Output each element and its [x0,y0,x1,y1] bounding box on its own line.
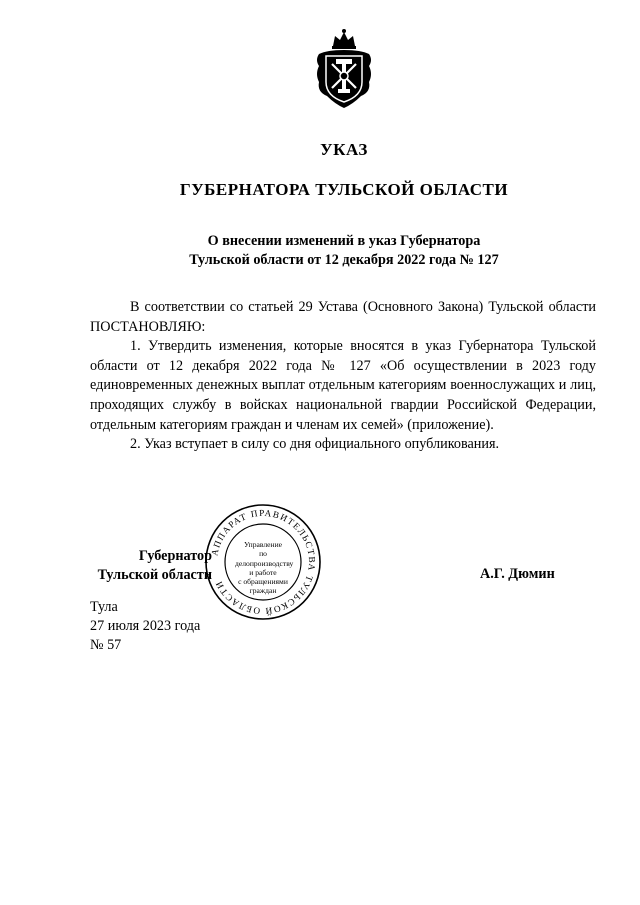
stamp-line: с обращениями [238,577,288,587]
item-2-paragraph: 2. Указ вступает в силу со дня официального опубликования. [130,436,500,453]
issuer-title: ГУБЕРНАТОРА ТУЛЬСКОЙ ОБЛАСТИ [179,180,509,199]
decree-meta [90,598,200,655]
decree-title: УКАЗ [320,140,368,159]
subject-line-1: О внесении изменений в указ Губернатора [207,233,481,249]
decree-date: 27 июля 2023 года [90,618,201,634]
tula-coat-of-arms-icon [311,26,377,110]
stamp-inner-text [235,540,294,596]
stamp-line: по делопроизводству [235,549,294,568]
signatory-position-line-1: Губернатор [138,548,212,564]
stamp-line: Управление [243,540,283,549]
signatory-position [90,547,212,585]
city: Тула [90,599,118,615]
signatory-name: А.Г. Дюмин [480,566,555,582]
subject-line-2: Тульской области от 12 декабря 2022 года № 127 [189,252,499,268]
decree-subject [120,232,568,270]
decree-number: № 57 [90,637,122,653]
stamp-line: граждан [249,586,277,596]
stamp-line: и работе [249,567,277,577]
official-stamp [203,502,323,622]
decree-body [90,298,596,455]
preamble-paragraph: В соответствии со статьей 29 Устава (Основного Закона) Тульской области ПОСТАНОВЛЯЮ: [90,299,596,335]
item-1-paragraph: 1. Утвердить изменения, которые вносятся в указ Губернатора Тульской области от 12 декабря 2022 года № 127 «Об осуществлении в 2023 году единовременных денежных выплат отдельным категориям военнослужащих и лиц, проходящих службу в войсках национальной гвардии Российской Федерации, отдельным категориям граждан и членам их семей» (приложение). [90,338,596,433]
signatory-position-line-2: Тульской области [97,567,212,583]
stamp-ring-text: АППАРАТ ПРАВИТЕЛЬСТВА ТУЛЬСКОЙ ОБЛАСТИ [209,507,318,617]
